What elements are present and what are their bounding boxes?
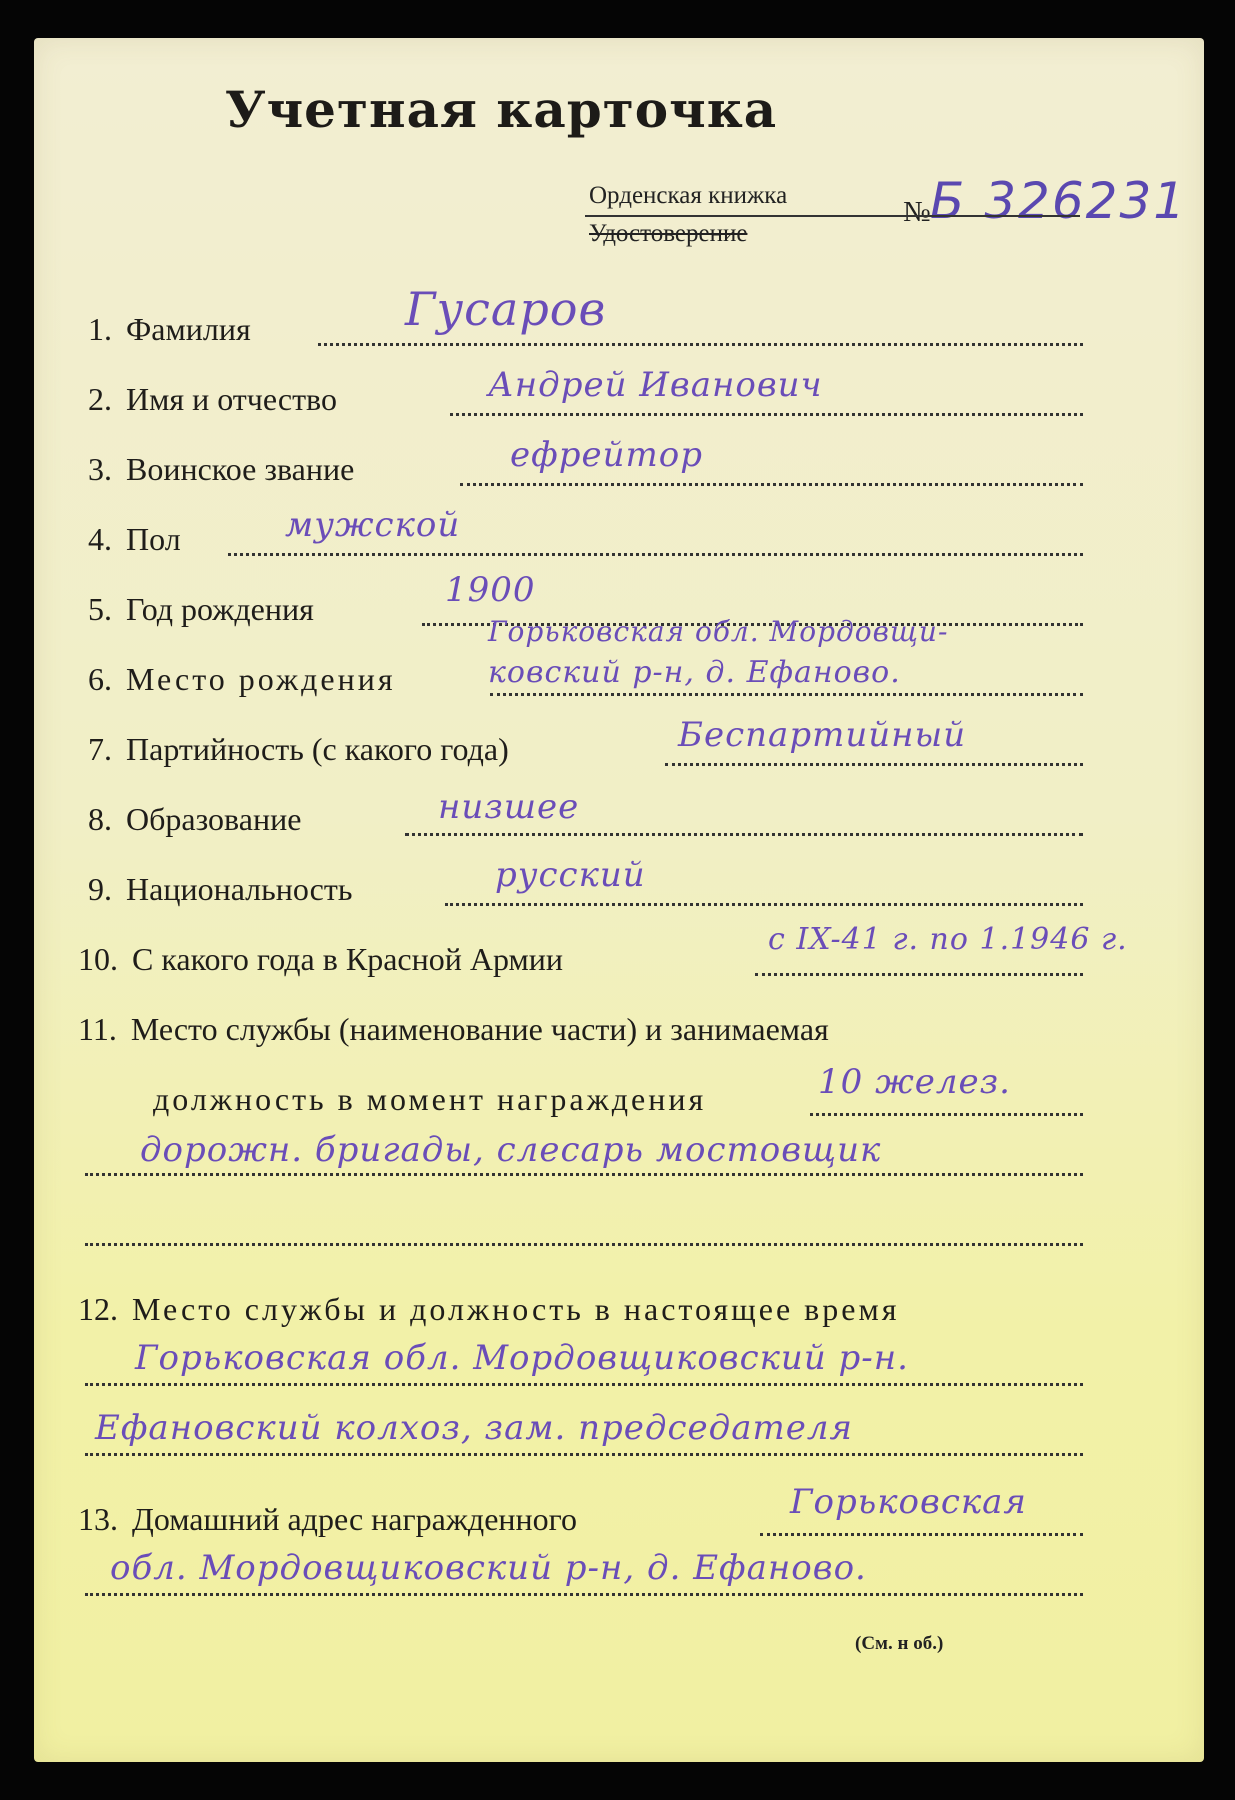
field-label: Воинское звание xyxy=(126,451,355,487)
field-number: 6. xyxy=(88,661,112,697)
home-address-value-line1: Горьковская xyxy=(790,1482,1027,1522)
document-underline xyxy=(585,215,1080,217)
field-line xyxy=(85,1383,1083,1386)
field-number: 5. xyxy=(88,591,112,627)
field-line xyxy=(85,1453,1083,1456)
name-patronymic-value: Андрей Иванович xyxy=(488,365,823,405)
birth-year-value: 1900 xyxy=(445,570,536,610)
page-title: Учетная карточка xyxy=(225,80,778,139)
field-row-5 xyxy=(88,588,314,628)
field-label: Образование xyxy=(126,801,302,837)
field-line xyxy=(445,903,1083,906)
field-label: С какого года в Красной Армии xyxy=(132,941,563,977)
field-row-4 xyxy=(88,518,181,558)
field-line xyxy=(490,693,1083,696)
field-row-11 xyxy=(78,1008,829,1048)
education-value: низшее xyxy=(438,787,580,827)
field-line xyxy=(318,343,1083,346)
field-line xyxy=(85,1593,1083,1596)
field-line xyxy=(755,973,1083,976)
field-label: Имя и отчество xyxy=(126,381,337,417)
field-label: Пол xyxy=(126,521,181,557)
party-value: Беспартийный xyxy=(678,715,967,755)
field-line xyxy=(460,483,1083,486)
nationality-value: русский xyxy=(495,855,646,895)
field-row-2 xyxy=(88,378,337,418)
field-number: 1. xyxy=(88,311,112,347)
field-line xyxy=(450,413,1083,416)
field-row-7 xyxy=(88,728,509,768)
field-number: 7. xyxy=(88,731,112,767)
field-label: Партийность (с какого года) xyxy=(126,731,509,767)
field-number: 13. xyxy=(78,1501,118,1537)
birthplace-value-line1: Горьковская обл. Мордовщи- xyxy=(488,615,949,648)
field-label: Домашний адрес награжденного xyxy=(132,1501,577,1537)
sex-value: мужской xyxy=(285,505,461,545)
home-address-value-line2: обл. Мордовщиковский р-н, д. Ефаново. xyxy=(110,1548,867,1588)
surname-value: Гусаров xyxy=(405,282,607,336)
current-service-value-line1: Горьковская обл. Мордовщиковский р-н. xyxy=(135,1338,909,1378)
field-line xyxy=(810,1113,1083,1116)
field-number: 8. xyxy=(88,801,112,837)
field-row-8 xyxy=(88,798,301,838)
number-sign: № xyxy=(903,196,931,228)
field-label: Место службы и должность в настоящее время xyxy=(132,1291,900,1327)
field-number: 11. xyxy=(78,1011,117,1047)
field-row-3 xyxy=(88,448,354,488)
field-line xyxy=(665,763,1083,766)
army-years-value: с IX-41 г. по 1.1946 г. xyxy=(768,922,1128,957)
military-rank-value: ефрейтор xyxy=(510,435,703,475)
field-label: должность в момент награждения xyxy=(153,1081,707,1117)
see-reverse-note: (См. н об.) xyxy=(855,1633,944,1654)
field-row-11-cont xyxy=(153,1078,706,1118)
document-label: Орденская книжка xyxy=(589,182,788,209)
field-label: Национальность xyxy=(126,871,353,907)
birthplace-value-line2: ковский р-н, д. Ефаново. xyxy=(488,655,901,690)
service-value-line1: 10 желез. xyxy=(818,1062,1011,1102)
field-row-13 xyxy=(78,1498,577,1538)
field-number: 10. xyxy=(78,941,118,977)
service-value-line2: дорожн. бригады, слесарь мостовщик xyxy=(140,1130,882,1170)
field-number: 12. xyxy=(78,1291,118,1327)
field-number: 3. xyxy=(88,451,112,487)
field-row-9 xyxy=(88,868,352,908)
field-label: Место рождения xyxy=(126,661,396,697)
field-line xyxy=(228,553,1083,556)
field-number: 2. xyxy=(88,381,112,417)
field-number: 4. xyxy=(88,521,112,557)
field-number: 9. xyxy=(88,871,112,907)
document-label-struck: Удостоверение xyxy=(589,220,748,247)
field-row-10 xyxy=(78,938,563,978)
current-service-value-line2: Ефановский колхоз, зам. председателя xyxy=(95,1408,853,1448)
field-line xyxy=(85,1173,1083,1176)
order-book-number: Б 326231 xyxy=(930,172,1188,230)
field-line xyxy=(405,833,1083,836)
field-line xyxy=(760,1533,1083,1536)
field-label: Место службы (наименование части) и занимаемая xyxy=(130,1011,829,1047)
field-line xyxy=(85,1243,1083,1246)
field-row-1 xyxy=(88,308,251,348)
field-label: Фамилия xyxy=(126,311,251,347)
field-row-12 xyxy=(78,1288,899,1328)
field-label: Год рождения xyxy=(126,591,314,627)
field-row-6 xyxy=(88,658,396,698)
